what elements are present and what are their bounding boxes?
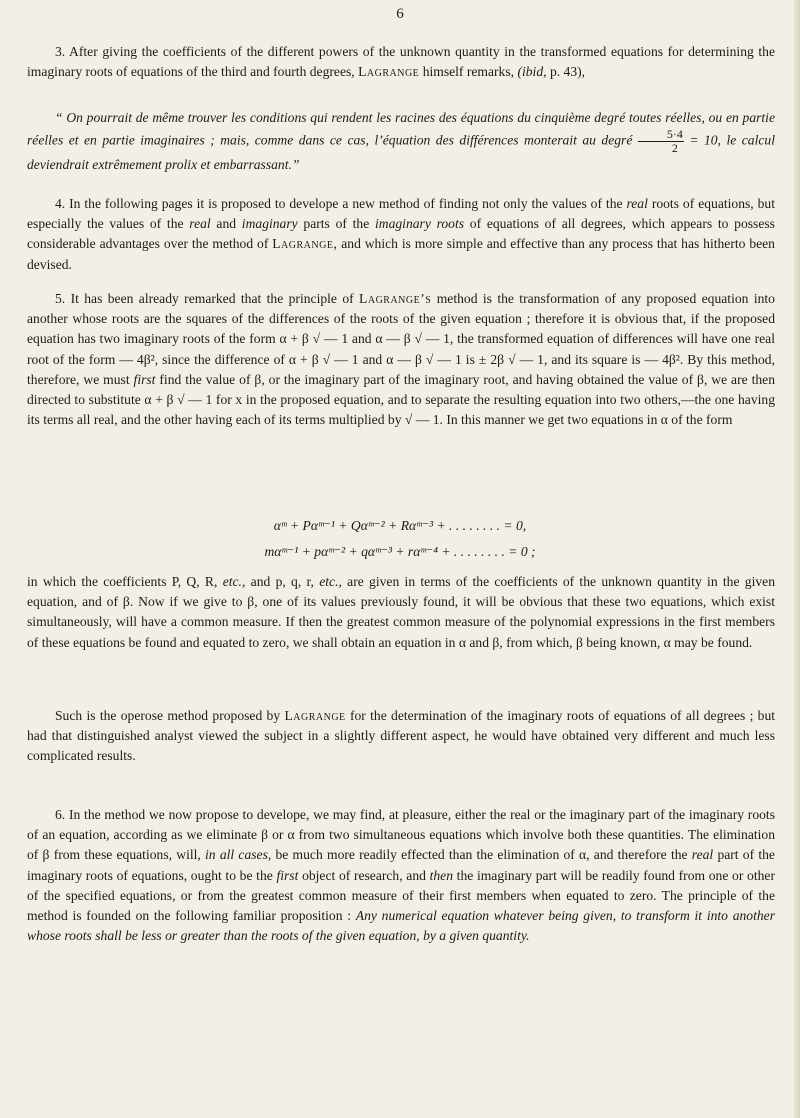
paragraph-3 (27, 42, 775, 82)
equation-2: mαᵐ⁻¹ + pαᵐ⁻² + qαᵐ⁻³ + rαᵐ⁻⁴ + . . . . . . . . = 0 ; (264, 544, 536, 559)
ibid-ref: (ibid, (517, 64, 547, 80)
para-5-text: are given in terms of the coefficients of the unknown quantity in the given equation, and of β. Now if we give to β, one of its values previously found, it will be obvious that these two equations, which exist simultaneously, will have a common measure. If then the greatest common measure of the polynomial expressions in the first members of these equations be found and equated to zero, we shall obtain an equation in α and β, from which, β being known, α may be found. (27, 574, 775, 650)
para-6-text: 6. In the method we now propose to develope, we may find, at pleasure, either the real or the imaginary part of the imaginary roots of an equation, according as we eliminate β or α from two simultaneous equations which involve both these quantities. The elimination of β from these equations, will, (27, 807, 775, 863)
quote-part-2: = 10, le calcul deviendrait extrêmement prolix et embarrassant.” (27, 132, 775, 173)
author-name: Lagrange’s (359, 291, 432, 306)
emphasis-etc: etc., (222, 574, 246, 589)
paragraph-such-is (27, 706, 775, 767)
para-4-text: of equations of all degrees, which appears to possess considerable advantages over the method of (27, 216, 775, 252)
para-4-text: roots of equations, but especially the values of the (27, 196, 775, 232)
emphasis-imaginary: imaginary (241, 216, 298, 232)
quote-part-1: “ On pourrait de même trouver les conditions qui rendent les racines des équations du cinquième degré toutes réelles, ou en partie réelles et en partie imaginaires ; mais, comme dans ce cas, l’équation des différences monterait au degré (27, 110, 775, 148)
emphasis-first: first (133, 371, 156, 387)
para-5-text: and p, q, r, (250, 574, 314, 589)
page-edge-shadow (794, 0, 800, 1118)
para-4-text: parts of the (303, 216, 370, 232)
paragraph-5-continued (27, 572, 775, 653)
author-name: Lagrange (284, 708, 346, 723)
emphasis-first: first (276, 867, 299, 883)
para-3-text: himself remarks, (422, 64, 515, 80)
paragraph-4 (27, 194, 775, 275)
para-3-lead: 3. After giving the coefficients of the different powers of the unknown quantity in the transformed equations for determining the imaginary roots of equations of the third and fourth degrees, (27, 44, 775, 80)
equation-1: αᵐ + Pαᵐ⁻¹ + Qαᵐ⁻² + Rαᵐ⁻³ + . . . . . . . . = 0, (273, 518, 527, 533)
emphasis-all-cases: in all cases, (205, 847, 272, 863)
page-reference: p. 43), (549, 64, 586, 80)
proposition-statement: Any numerical equation whatever being given, to transform it into another whose roots shall be less or greater than the roots of the given equation, by a given quantity. (27, 908, 775, 944)
author-name: Lagrange, (272, 236, 338, 252)
page-number: 6 (396, 6, 404, 22)
emphasis-imaginary-roots: imaginary roots (374, 216, 465, 232)
para-text: for the determination of the imaginary roots of equations of all degrees ; but had that distinguished analyst viewed the subject in a slightly different aspect, he would have obtained very different and much less complicated results. (27, 708, 776, 764)
emphasis-real: real (691, 847, 714, 863)
emphasis-etc: etc., (319, 574, 342, 589)
para-6-text: part of the imaginary roots of equations, ought to be the (27, 847, 775, 883)
para-5-text: find the value of β, or the imaginary part of the imaginary root, and having obtained the value of β, we are then directed to substitute α + β √ — 1 for x in the proposed equation, and to separate the resulting equation into two others,—the one having its terms all real, and the other having each of its terms multiplied by √ — 1. In this manner we get two equations in α of the form (27, 371, 775, 428)
author-name: Lagrange (358, 64, 420, 80)
para-4-text: and (216, 216, 237, 232)
fraction-denominator: 2 (671, 141, 678, 156)
paragraph-5 (27, 289, 775, 430)
french-quotation (27, 108, 775, 175)
para-4-text: and which is more simple and effective than any process that has hitherto been devised. (27, 236, 775, 272)
emphasis-then: then (429, 867, 453, 883)
para-6-text: be much more readily effected than the elimination of α, and therefore the (275, 847, 688, 863)
paragraph-6 (27, 805, 775, 946)
para-4-text: 4. In the following pages it is proposed to develope a new method of finding not only the values of the (55, 196, 623, 211)
fraction (638, 128, 684, 155)
para-text: Such is the operose method proposed by (55, 708, 281, 723)
emphasis-real: real (626, 196, 648, 211)
para-5-text: method is the transformation of any proposed equation into another whose roots are the squares of the differences of the roots of the given equation ; therefore it is obvious that, if the proposed equation has two imaginary roots of the form α + β √ — 1 and α — β √ — 1, the transformed equation of differences will have one real root of the form — 4β², since the difference of α + β √ — 1 and α — β √ — 1 is ± 2β √ — 1, and its square is — 4β². By this method, therefore, we must (27, 291, 775, 387)
para-6-text: object of research, and (302, 867, 426, 883)
emphasis-real: real (189, 216, 211, 232)
para-5-text: in which the coefficients P, Q, R, (27, 574, 218, 589)
fraction-numerator: 5·4 (638, 128, 684, 142)
para-6-text: the imaginary part will be readily found from one or other of the specified equations, or from the greatest common measure of their first members when equated to zero. The principle of the method is founded on the following familiar proposition : (27, 867, 775, 924)
para-5-text: 5. It has been already remarked that the principle of (55, 291, 354, 306)
